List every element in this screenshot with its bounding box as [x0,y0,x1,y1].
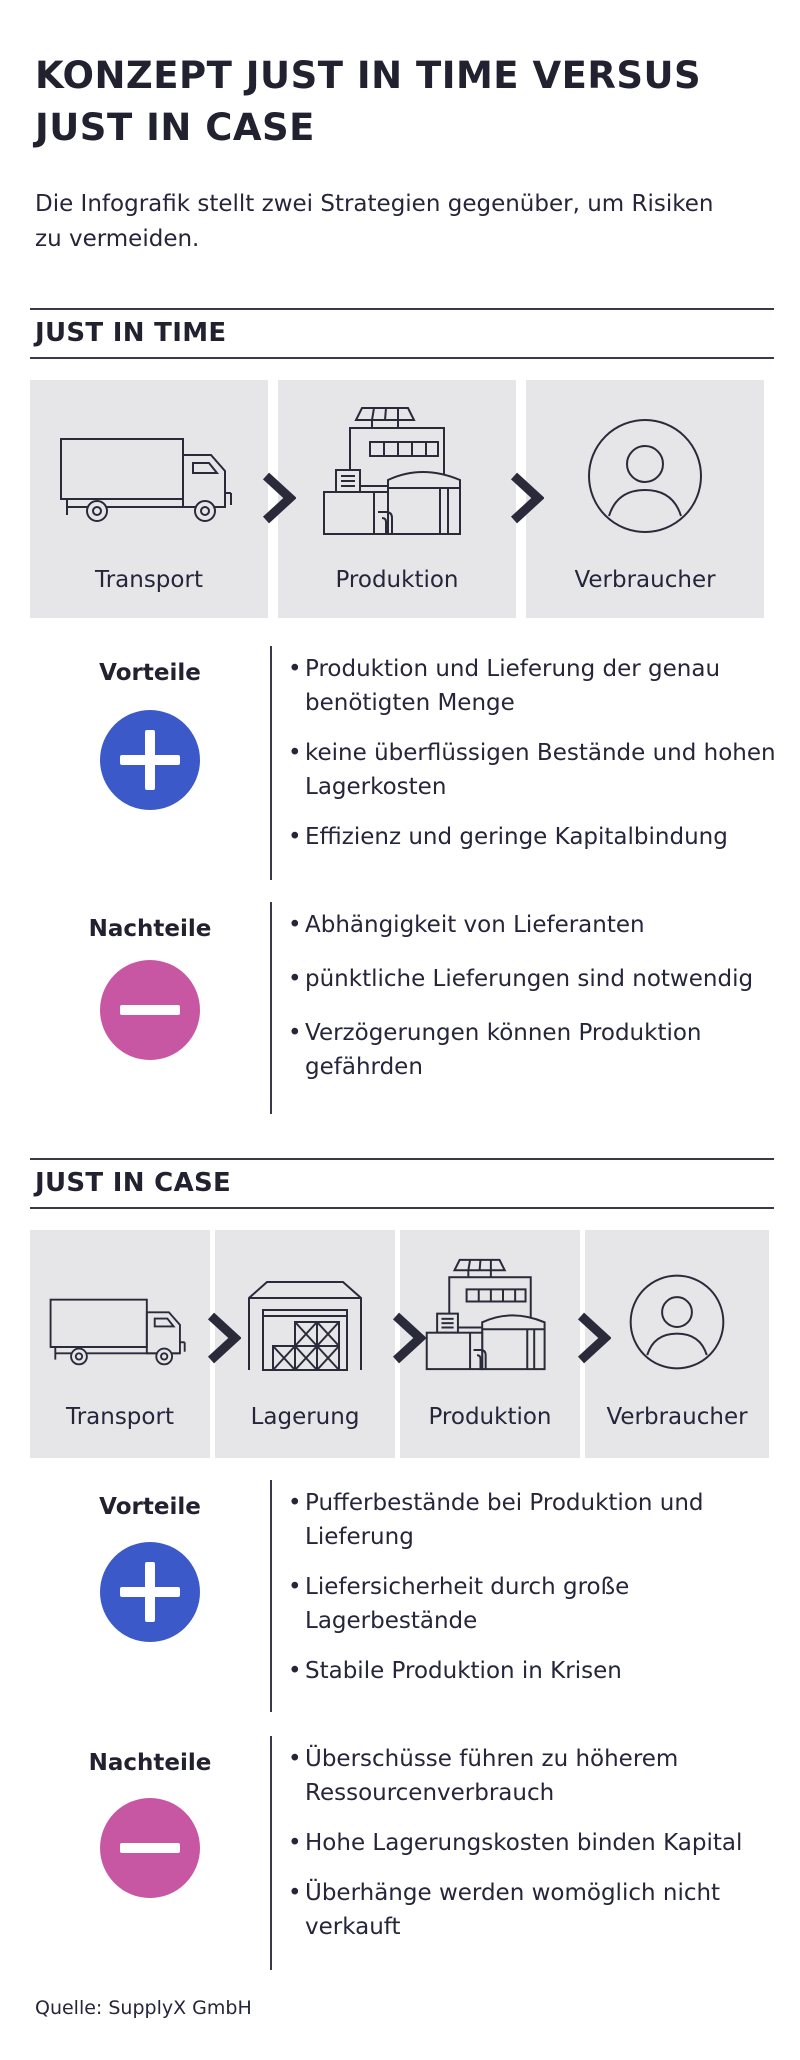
list-item: • Hohe Lagerungskosten binden Kapital [288,1826,778,1860]
advantages-label: Vorteile [99,1494,201,1520]
list-item: • Stabile Produktion in Krisen [288,1654,778,1688]
divider [270,1736,272,1970]
step-label: Verbraucher [574,567,716,593]
section-heading-text: JUST IN CASE [35,1168,232,1198]
list-item: • Überschüsse führen zu höherem Ressourcenverbrauch [288,1742,778,1810]
list-item: • Liefersicherheit durch große Lagerbestände [288,1570,778,1638]
list-item: • Überhänge werden womöglich nicht verkauft [288,1876,778,1944]
list-item: • Effizienz und geringe Kapitalbindung [288,820,778,854]
divider [270,646,272,880]
chevron-right-icon [203,1312,241,1364]
step-verbraucher [585,1230,769,1458]
section-heading-text: JUST IN TIME [35,318,227,348]
person-icon [526,418,764,534]
chevron-right-icon [258,472,296,524]
step-produktion [278,380,516,618]
list-item: • Verzögerungen können Produktion gefährden [288,1016,778,1084]
chevron-right-icon [506,472,544,524]
step-label: Transport [95,567,203,593]
truck-icon [30,1296,210,1368]
disadvantages-list [288,908,778,1084]
list-item: • Pufferbestände bei Produktion und Lieferung [288,1486,778,1554]
advantages-just-in-time [30,646,774,880]
disadvantages-just-in-time [30,902,774,1114]
source-note: Quelle: SupplyX GmbH [35,1997,252,2019]
process-flow-just-in-case [30,1230,774,1458]
minus-icon [100,1798,200,1898]
chevron-right-icon [573,1312,611,1364]
list-item: • Abhängigkeit von Lieferanten [288,908,778,942]
advantages-label: Vorteile [99,660,201,686]
person-icon [585,1274,769,1370]
list-item: • keine überflüssigen Bestände und hohen Lagerkosten [288,736,778,804]
step-label: Produktion [335,567,459,593]
disadvantages-just-in-case [30,1736,774,1970]
step-lagerung [215,1230,395,1458]
step-produktion [400,1230,580,1458]
step-transport [30,1230,210,1458]
list-item: • Produktion und Lieferung der genau benötigten Menge [288,652,778,720]
divider [270,1480,272,1712]
disadvantages-label: Nachteile [88,1750,212,1776]
truck-icon [30,435,268,525]
plus-icon [100,1542,200,1642]
minus-icon [100,960,200,1060]
warehouse-icon [215,1280,395,1372]
section-heading-just-in-case [30,1158,774,1209]
step-label: Transport [66,1404,174,1430]
list-item: • pünktliche Lieferungen sind notwendig [288,962,778,996]
advantages-list [288,652,778,854]
disadvantages-label: Nachteile [88,916,212,942]
step-verbraucher [526,380,764,618]
step-transport [30,380,268,618]
page-subtitle: Die Infografik stellt zwei Strategien gegenüber, um Risiken zu vermeiden. [35,191,714,252]
section-heading-just-in-time [30,308,774,359]
divider [270,902,272,1114]
process-flow-just-in-time [30,380,774,618]
disadvantages-list [288,1742,778,1944]
advantages-list [288,1486,778,1688]
factory-icon [400,1258,580,1371]
factory-icon [278,406,516,536]
step-label: Lagerung [250,1404,360,1430]
advantages-just-in-case [30,1480,774,1712]
chevron-right-icon [388,1312,426,1364]
page-title: KONZEPT JUST IN TIME VERSUS JUST IN CASE [35,54,702,149]
step-label: Produktion [428,1404,552,1430]
step-label: Verbraucher [606,1404,748,1430]
plus-icon [100,710,200,810]
